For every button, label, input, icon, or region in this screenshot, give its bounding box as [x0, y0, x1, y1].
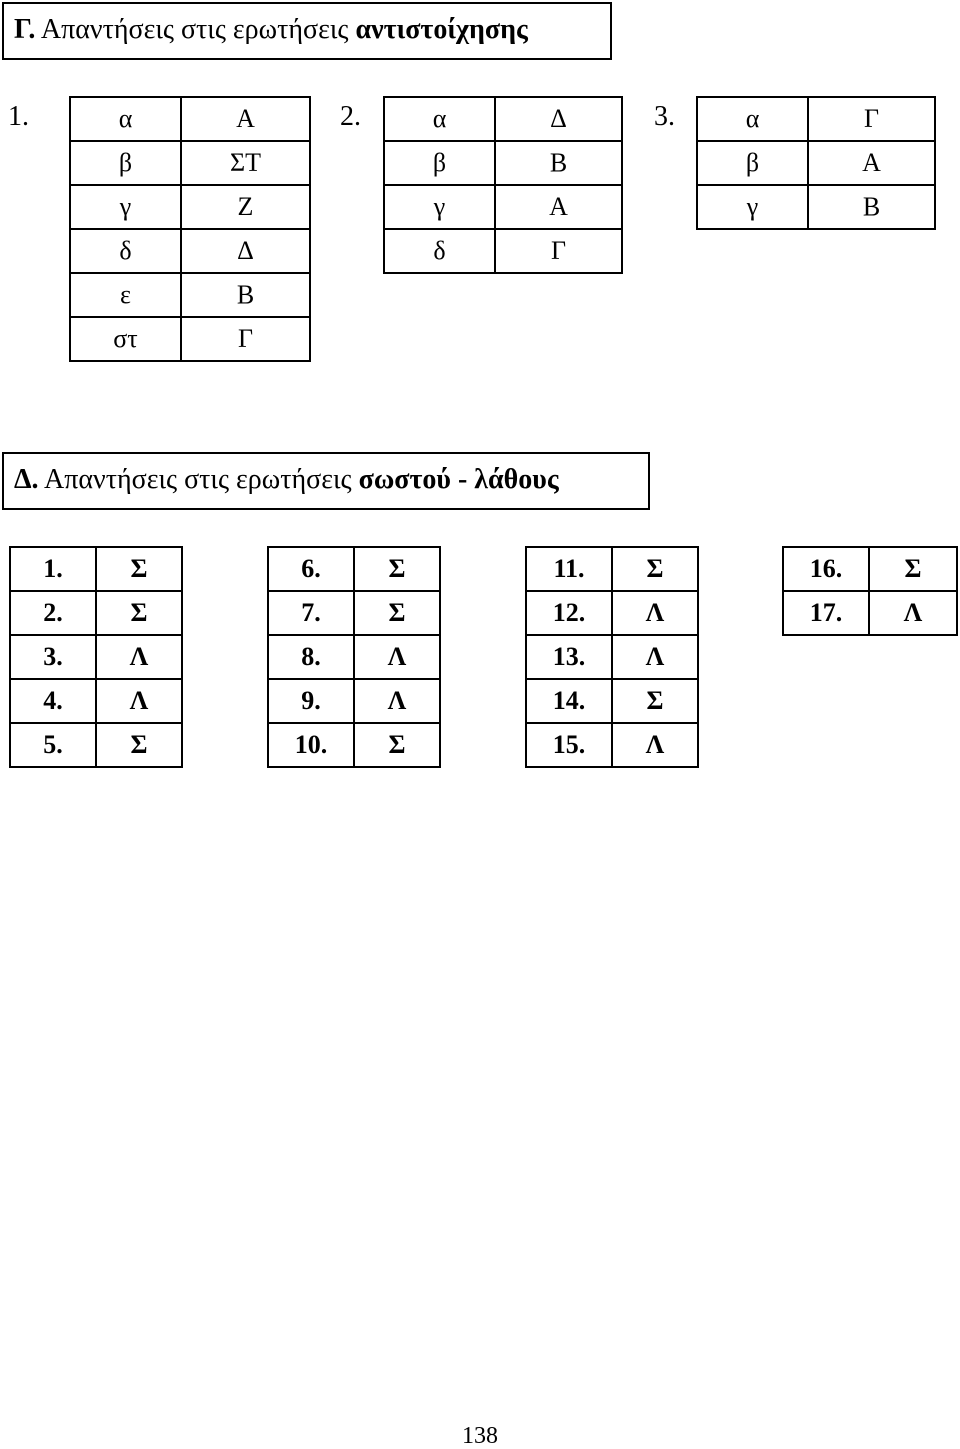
tf-answer: Λ	[354, 679, 440, 723]
tf-row	[783, 547, 957, 591]
match-answer-cell: Δ	[181, 229, 310, 273]
match-table-1	[69, 96, 311, 362]
tf-question-number: 9.	[268, 679, 354, 723]
match-item-cell: α	[384, 97, 495, 141]
page-number: 138	[462, 1423, 498, 1449]
tf-row	[10, 679, 182, 723]
tf-row	[526, 591, 698, 635]
tf-row	[10, 591, 182, 635]
match-row	[384, 229, 622, 273]
match-answer-cell: ΣΤ	[181, 141, 310, 185]
tf-row	[268, 723, 440, 767]
section-d-letter: Δ.	[14, 464, 39, 495]
match-row	[70, 317, 310, 361]
tf-answer: Σ	[354, 547, 440, 591]
tf-table-3	[525, 546, 699, 768]
tf-answer: Σ	[354, 723, 440, 767]
match-answer-cell: Α	[808, 141, 935, 185]
tf-answer: Λ	[869, 591, 957, 635]
tf-row	[10, 547, 182, 591]
tf-question-number: 7.	[268, 591, 354, 635]
match-row	[697, 97, 935, 141]
match-item-cell: γ	[697, 185, 808, 229]
match-row	[70, 273, 310, 317]
match-table-2	[383, 96, 623, 274]
tf-answer: Λ	[612, 723, 698, 767]
tf-answer: Λ	[96, 679, 182, 723]
tf-row	[526, 679, 698, 723]
match-item-cell: στ	[70, 317, 181, 361]
match-answer-cell: Γ	[495, 229, 622, 273]
tf-question-number: 11.	[526, 547, 612, 591]
match-row	[697, 141, 935, 185]
tf-row	[526, 547, 698, 591]
section-g-letter: Γ.	[14, 14, 36, 45]
tf-answer: Σ	[96, 723, 182, 767]
match-1-number: 1.	[8, 101, 29, 132]
tf-question-number: 8.	[268, 635, 354, 679]
tf-question-number: 10.	[268, 723, 354, 767]
tf-answer: Λ	[354, 635, 440, 679]
match-row	[70, 141, 310, 185]
match-row	[384, 97, 622, 141]
match-item-cell: β	[384, 141, 495, 185]
tf-question-number: 4.	[10, 679, 96, 723]
tf-question-number: 16.	[783, 547, 869, 591]
section-g-heading	[2, 2, 612, 60]
match-answer-cell: Δ	[495, 97, 622, 141]
tf-question-number: 12.	[526, 591, 612, 635]
match-answer-cell: Γ	[808, 97, 935, 141]
match-item-cell: α	[697, 97, 808, 141]
match-row	[384, 141, 622, 185]
match-2-number: 2.	[340, 101, 361, 132]
tf-question-number: 15.	[526, 723, 612, 767]
section-g-text: Απαντήσεις στις ερωτήσεις	[40, 14, 349, 45]
tf-row	[10, 635, 182, 679]
match-row	[697, 185, 935, 229]
tf-question-number: 5.	[10, 723, 96, 767]
match-answer-cell: Β	[181, 273, 310, 317]
tf-row	[268, 591, 440, 635]
match-row	[70, 229, 310, 273]
match-item-cell: γ	[70, 185, 181, 229]
match-answer-cell: Β	[495, 141, 622, 185]
match-item-cell: δ	[384, 229, 495, 273]
tf-question-number: 14.	[526, 679, 612, 723]
match-row	[70, 97, 310, 141]
match-answer-cell: Β	[808, 185, 935, 229]
match-item-cell: α	[70, 97, 181, 141]
section-d-emph: σωστού - λάθους	[358, 464, 559, 495]
tf-question-number: 3.	[10, 635, 96, 679]
match-item-cell: β	[70, 141, 181, 185]
tf-row	[268, 635, 440, 679]
match-item-cell: γ	[384, 185, 495, 229]
match-answer-cell: Ζ	[181, 185, 310, 229]
tf-table-2	[267, 546, 441, 768]
section-d-text: Απαντήσεις στις ερωτήσεις	[44, 464, 352, 495]
tf-row	[268, 547, 440, 591]
tf-question-number: 13.	[526, 635, 612, 679]
tf-answer: Σ	[96, 591, 182, 635]
match-table-3	[696, 96, 936, 230]
tf-table-1	[9, 546, 183, 768]
match-3-number: 3.	[654, 101, 675, 132]
match-answer-cell: Α	[181, 97, 310, 141]
tf-answer: Σ	[869, 547, 957, 591]
section-g-emph: αντιστοίχησης	[355, 14, 528, 45]
tf-question-number: 6.	[268, 547, 354, 591]
match-item-cell: δ	[70, 229, 181, 273]
tf-row	[268, 679, 440, 723]
tf-answer: Σ	[354, 591, 440, 635]
match-row	[70, 185, 310, 229]
tf-answer: Λ	[612, 635, 698, 679]
match-answer-cell: Α	[495, 185, 622, 229]
tf-question-number: 17.	[783, 591, 869, 635]
match-answer-cell: Γ	[181, 317, 310, 361]
tf-answer: Σ	[612, 547, 698, 591]
match-item-cell: ε	[70, 273, 181, 317]
tf-answer: Λ	[612, 591, 698, 635]
tf-answer: Σ	[96, 547, 182, 591]
tf-answer: Σ	[612, 679, 698, 723]
tf-row	[10, 723, 182, 767]
tf-row	[526, 635, 698, 679]
match-item-cell: β	[697, 141, 808, 185]
section-d-heading	[2, 452, 650, 510]
tf-row	[783, 591, 957, 635]
tf-answer: Λ	[96, 635, 182, 679]
tf-row	[526, 723, 698, 767]
tf-table-4	[782, 546, 958, 636]
tf-question-number: 1.	[10, 547, 96, 591]
tf-question-number: 2.	[10, 591, 96, 635]
match-row	[384, 185, 622, 229]
